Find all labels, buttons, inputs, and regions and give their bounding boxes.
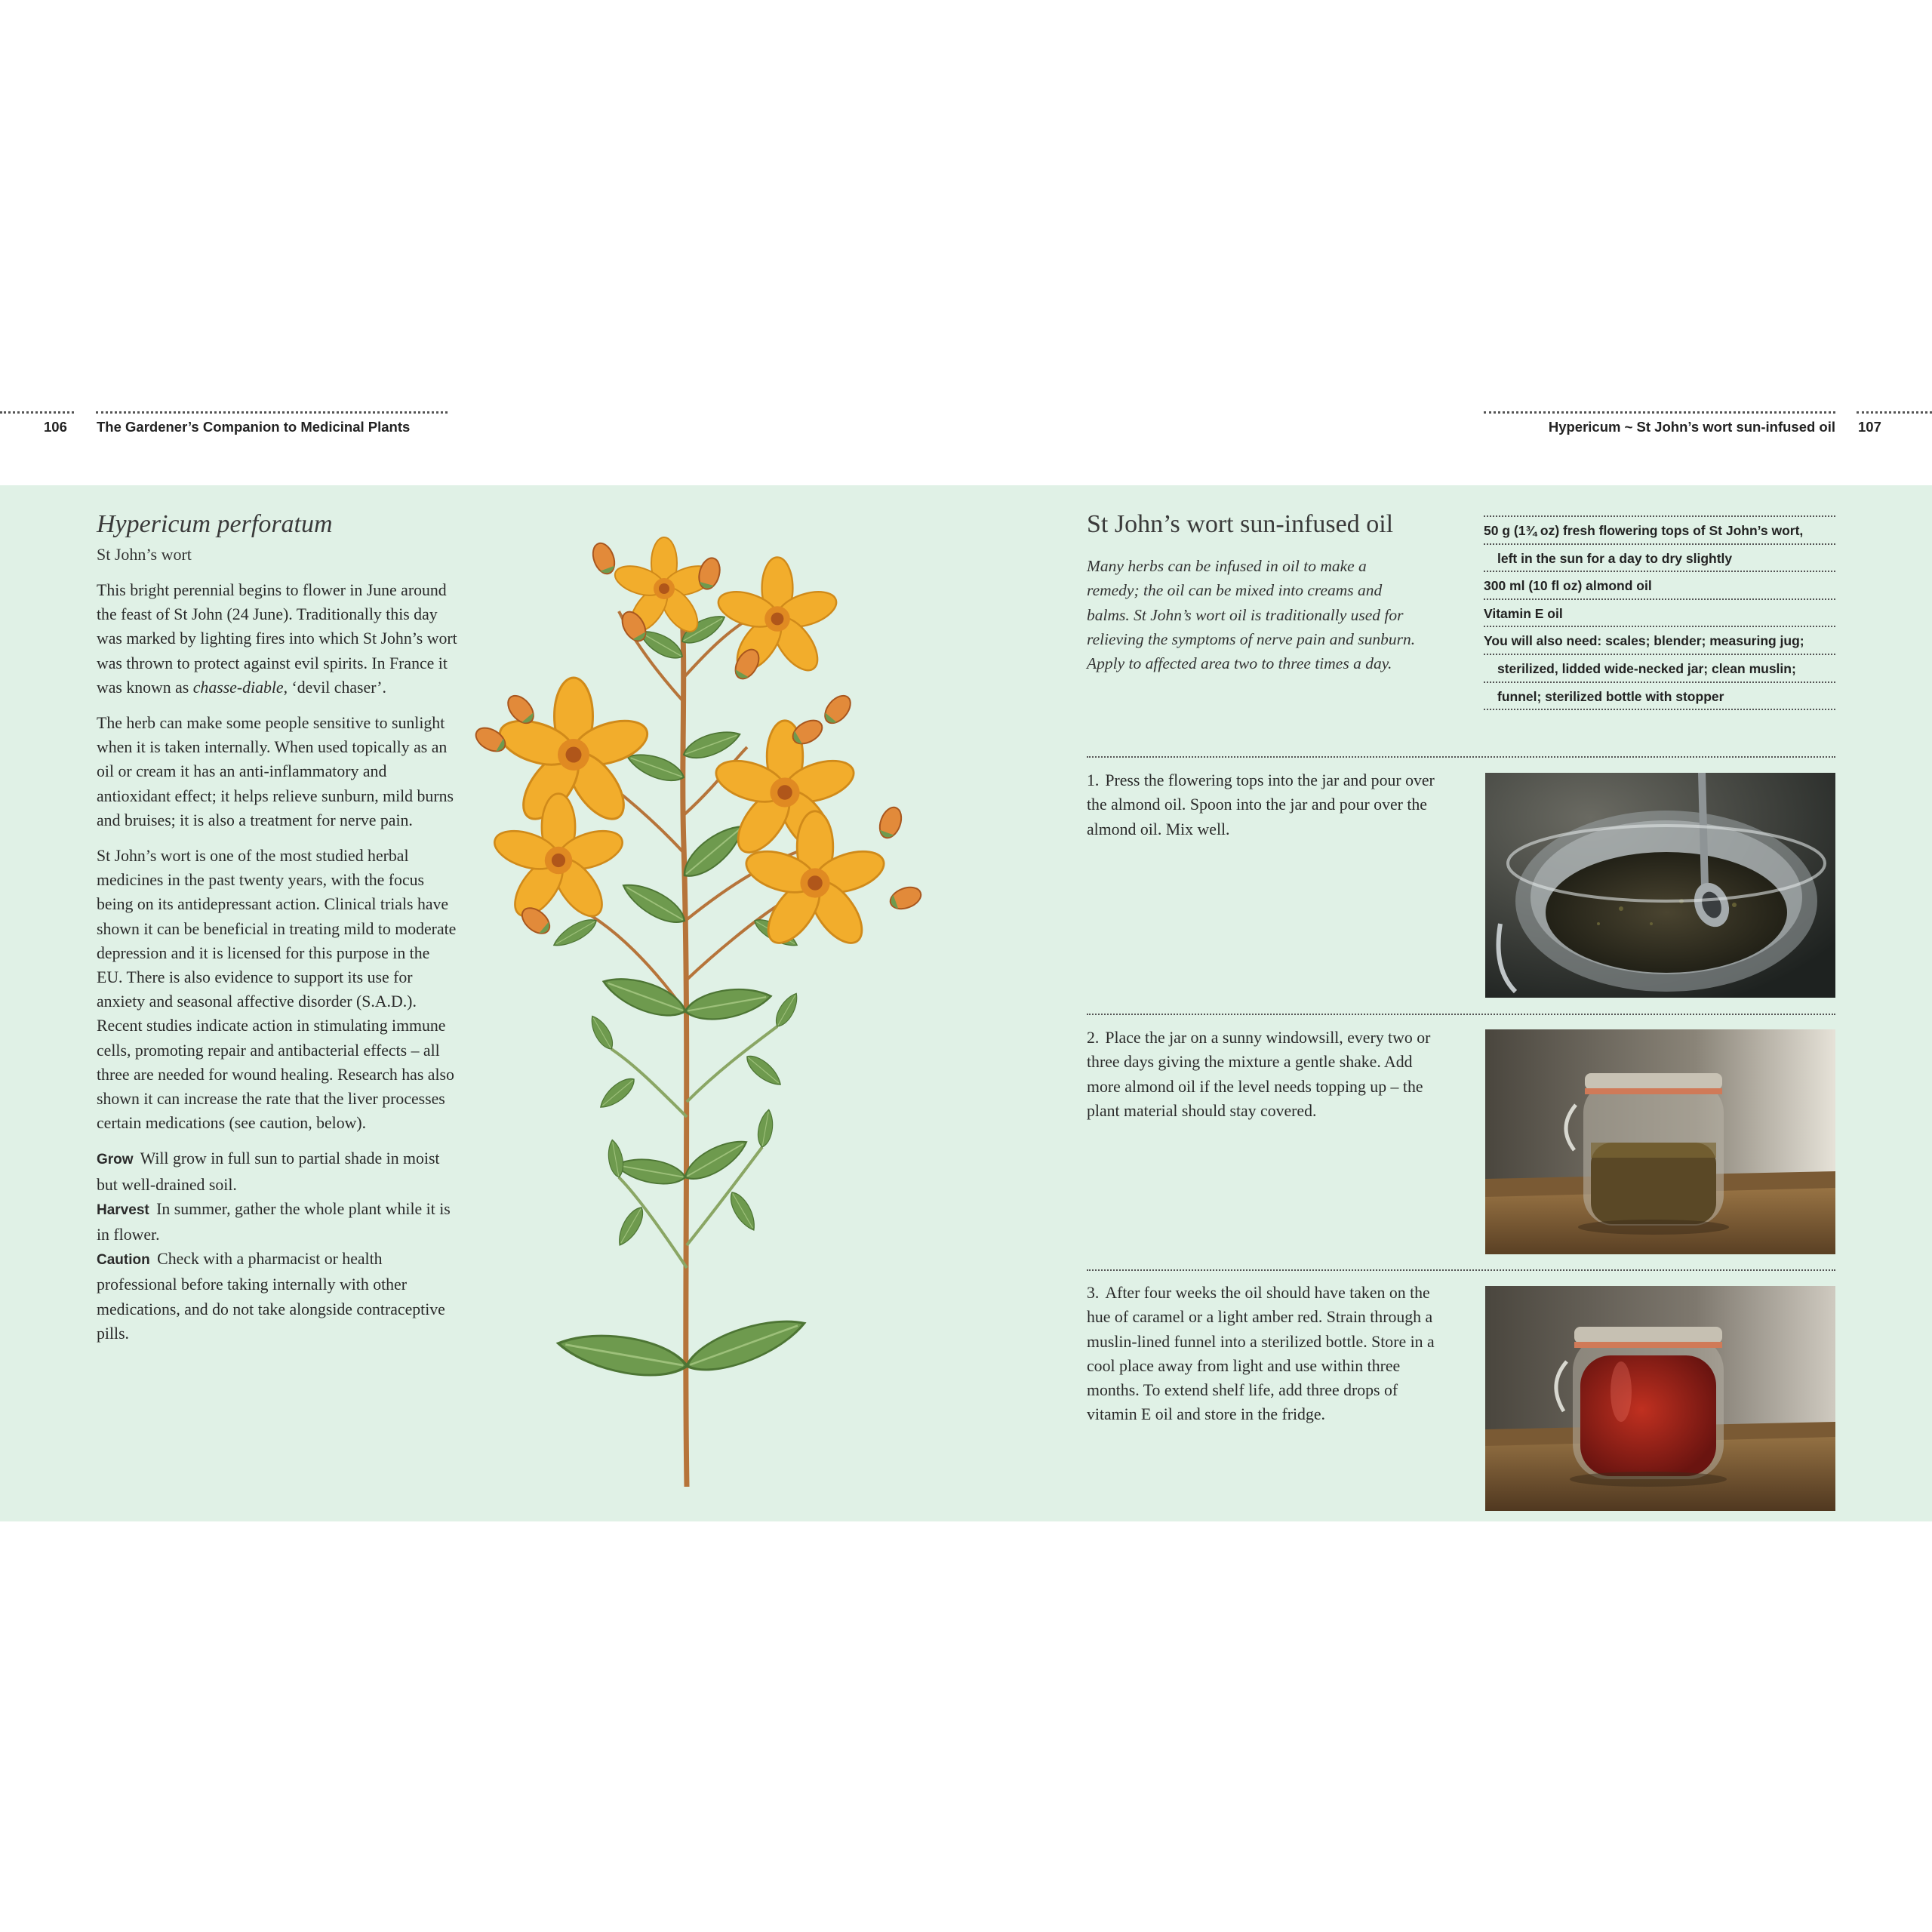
step-2-photo-jar-on-windowsill	[1485, 1029, 1835, 1254]
left-page-number: 106	[44, 419, 67, 435]
caution-text: Check with a pharmacist or health professional before taking internally with other medications, and do not take alongside contraceptive pills.	[97, 1250, 445, 1343]
right-page-number: 107	[1858, 419, 1881, 435]
right-header-rule-short	[1857, 411, 1932, 414]
st-johns-wort-illustration	[460, 528, 958, 1494]
grow-note	[97, 1146, 457, 1196]
left-header-rule	[96, 411, 448, 414]
ingredient-line: 300 ml (10 fl oz) almond oil	[1484, 571, 1835, 598]
left-header-rule-short	[0, 411, 74, 414]
step-text: After four weeks the oil should have taken on the hue of caramel or a light amber red. Strain through a muslin-lined funnel into a sterilized bottle. Store in a cool place away from light and use within three months. To extend shelf life, add three drops of vitamin E oil and store in the fridge.	[1087, 1284, 1435, 1424]
recipe-title: St John’s wort sun-infused oil	[1087, 510, 1394, 538]
step-2	[1087, 1026, 1449, 1123]
right-section-title: Hypericum ~ St John’s wort sun-infused oil	[1548, 419, 1835, 435]
ingredient-line: You will also need: scales; blender; measuring jug;	[1484, 626, 1835, 654]
photo-2-svg	[1485, 1029, 1835, 1254]
ingredient-line: sterilized, lidded wide-necked jar; clean muslin;	[1484, 654, 1835, 681]
step-text: Place the jar on a sunny windowsill, every two or three days giving the mixture a gentle shake. Add more almond oil if the level needs topping up – the plant material should stay covered.	[1087, 1029, 1431, 1120]
ingredient-line: funnel; sterilized bottle with stopper	[1484, 681, 1835, 709]
plant-description	[97, 578, 457, 1346]
caution-label: Caution	[97, 1252, 150, 1269]
step-2-rule	[1087, 1014, 1835, 1015]
plant-common-name: St John’s wort	[97, 545, 192, 564]
step-number: 3.	[1087, 1284, 1100, 1302]
harvest-label: Harvest	[97, 1201, 149, 1218]
harvest-note	[97, 1197, 457, 1247]
ingredient-line: left in the sun for a day to dry slightly	[1484, 543, 1835, 571]
recipe-intro: Many herbs can be infused in oil to make a remedy; the oil can be mixed into creams and balms. St John’s wort oil is traditionally used for relieving the symptoms of nerve pain and sunburn. Apply to affected area two to three times a day.	[1087, 557, 1416, 673]
plant-latin-name: Hypericum perforatum	[97, 510, 333, 538]
paragraph-history	[97, 578, 457, 700]
grow-text: Will grow in full sun to partial shade in moist but well-drained soil.	[97, 1149, 440, 1194]
step-1-photo-jar-with-spoon	[1485, 773, 1835, 998]
step-text: Press the flowering tops into the jar and pour over the almond oil. Spoon into the jar and pour over the almond oil. Mix well.	[1087, 771, 1435, 838]
caution-note	[97, 1247, 457, 1346]
step-1-rule	[1087, 756, 1835, 758]
step-1	[1087, 768, 1449, 841]
plant-svg	[460, 528, 958, 1494]
ingredient-line: Vitamin E oil	[1484, 598, 1835, 626]
paragraph-effects: The herb can make some people sensitive to sunlight when it is taken internally. When used topically as an oil or cream it has an anti-inflammatory and antioxidant effect; it helps relieve sunburn, mild burns and bruises; it is also a treatment for nerve pain.	[97, 714, 454, 829]
step-3-photo-jar-of-red-oil	[1485, 1286, 1835, 1511]
step-number: 1.	[1087, 771, 1100, 789]
step-number: 2.	[1087, 1029, 1100, 1047]
photo-3-svg	[1485, 1286, 1835, 1511]
paragraph-research: St John’s wort is one of the most studied herbal medicines in the past twenty years, with the focus being on its antidepressant action. Clinical trials have shown it can be beneficial in treating mild to moderate depression and it is licensed for this purpose in the EU. There is also evidence to support its use for anxiety and seasonal affective disorder (S.A.D.). Recent studies indicate action in stimulating immune cells, promoting repair and antibacterial effects – all three are needed for wound healing. Research has also shown it can increase the rate that the liver processes certain medications (see caution, below).	[97, 847, 457, 1133]
paragraph-history-end: , ‘devil chaser’.	[283, 678, 386, 697]
ingredient-line: 50 g (1¾ oz) fresh flowering tops of St John’s wort,	[1484, 515, 1835, 543]
step-3	[1087, 1281, 1449, 1427]
right-header-rule	[1484, 411, 1835, 414]
photo-1-svg	[1485, 773, 1835, 998]
left-book-title: The Gardener’s Companion to Medicinal Plants	[97, 419, 411, 435]
grow-label: Grow	[97, 1152, 134, 1168]
ingredients-list	[1484, 515, 1835, 710]
step-3-rule	[1087, 1269, 1835, 1271]
paragraph-history-text: This bright perennial begins to flower in June around the feast of St John (24 June). Traditionally this day was marked by lighting fires into which St John’s wort was thrown to protect against evil spirits. In France it was known as	[97, 581, 457, 697]
harvest-text: In summer, gather the whole plant while it is in flower.	[97, 1199, 451, 1244]
paragraph-history-italic: chasse-diable	[192, 678, 284, 697]
